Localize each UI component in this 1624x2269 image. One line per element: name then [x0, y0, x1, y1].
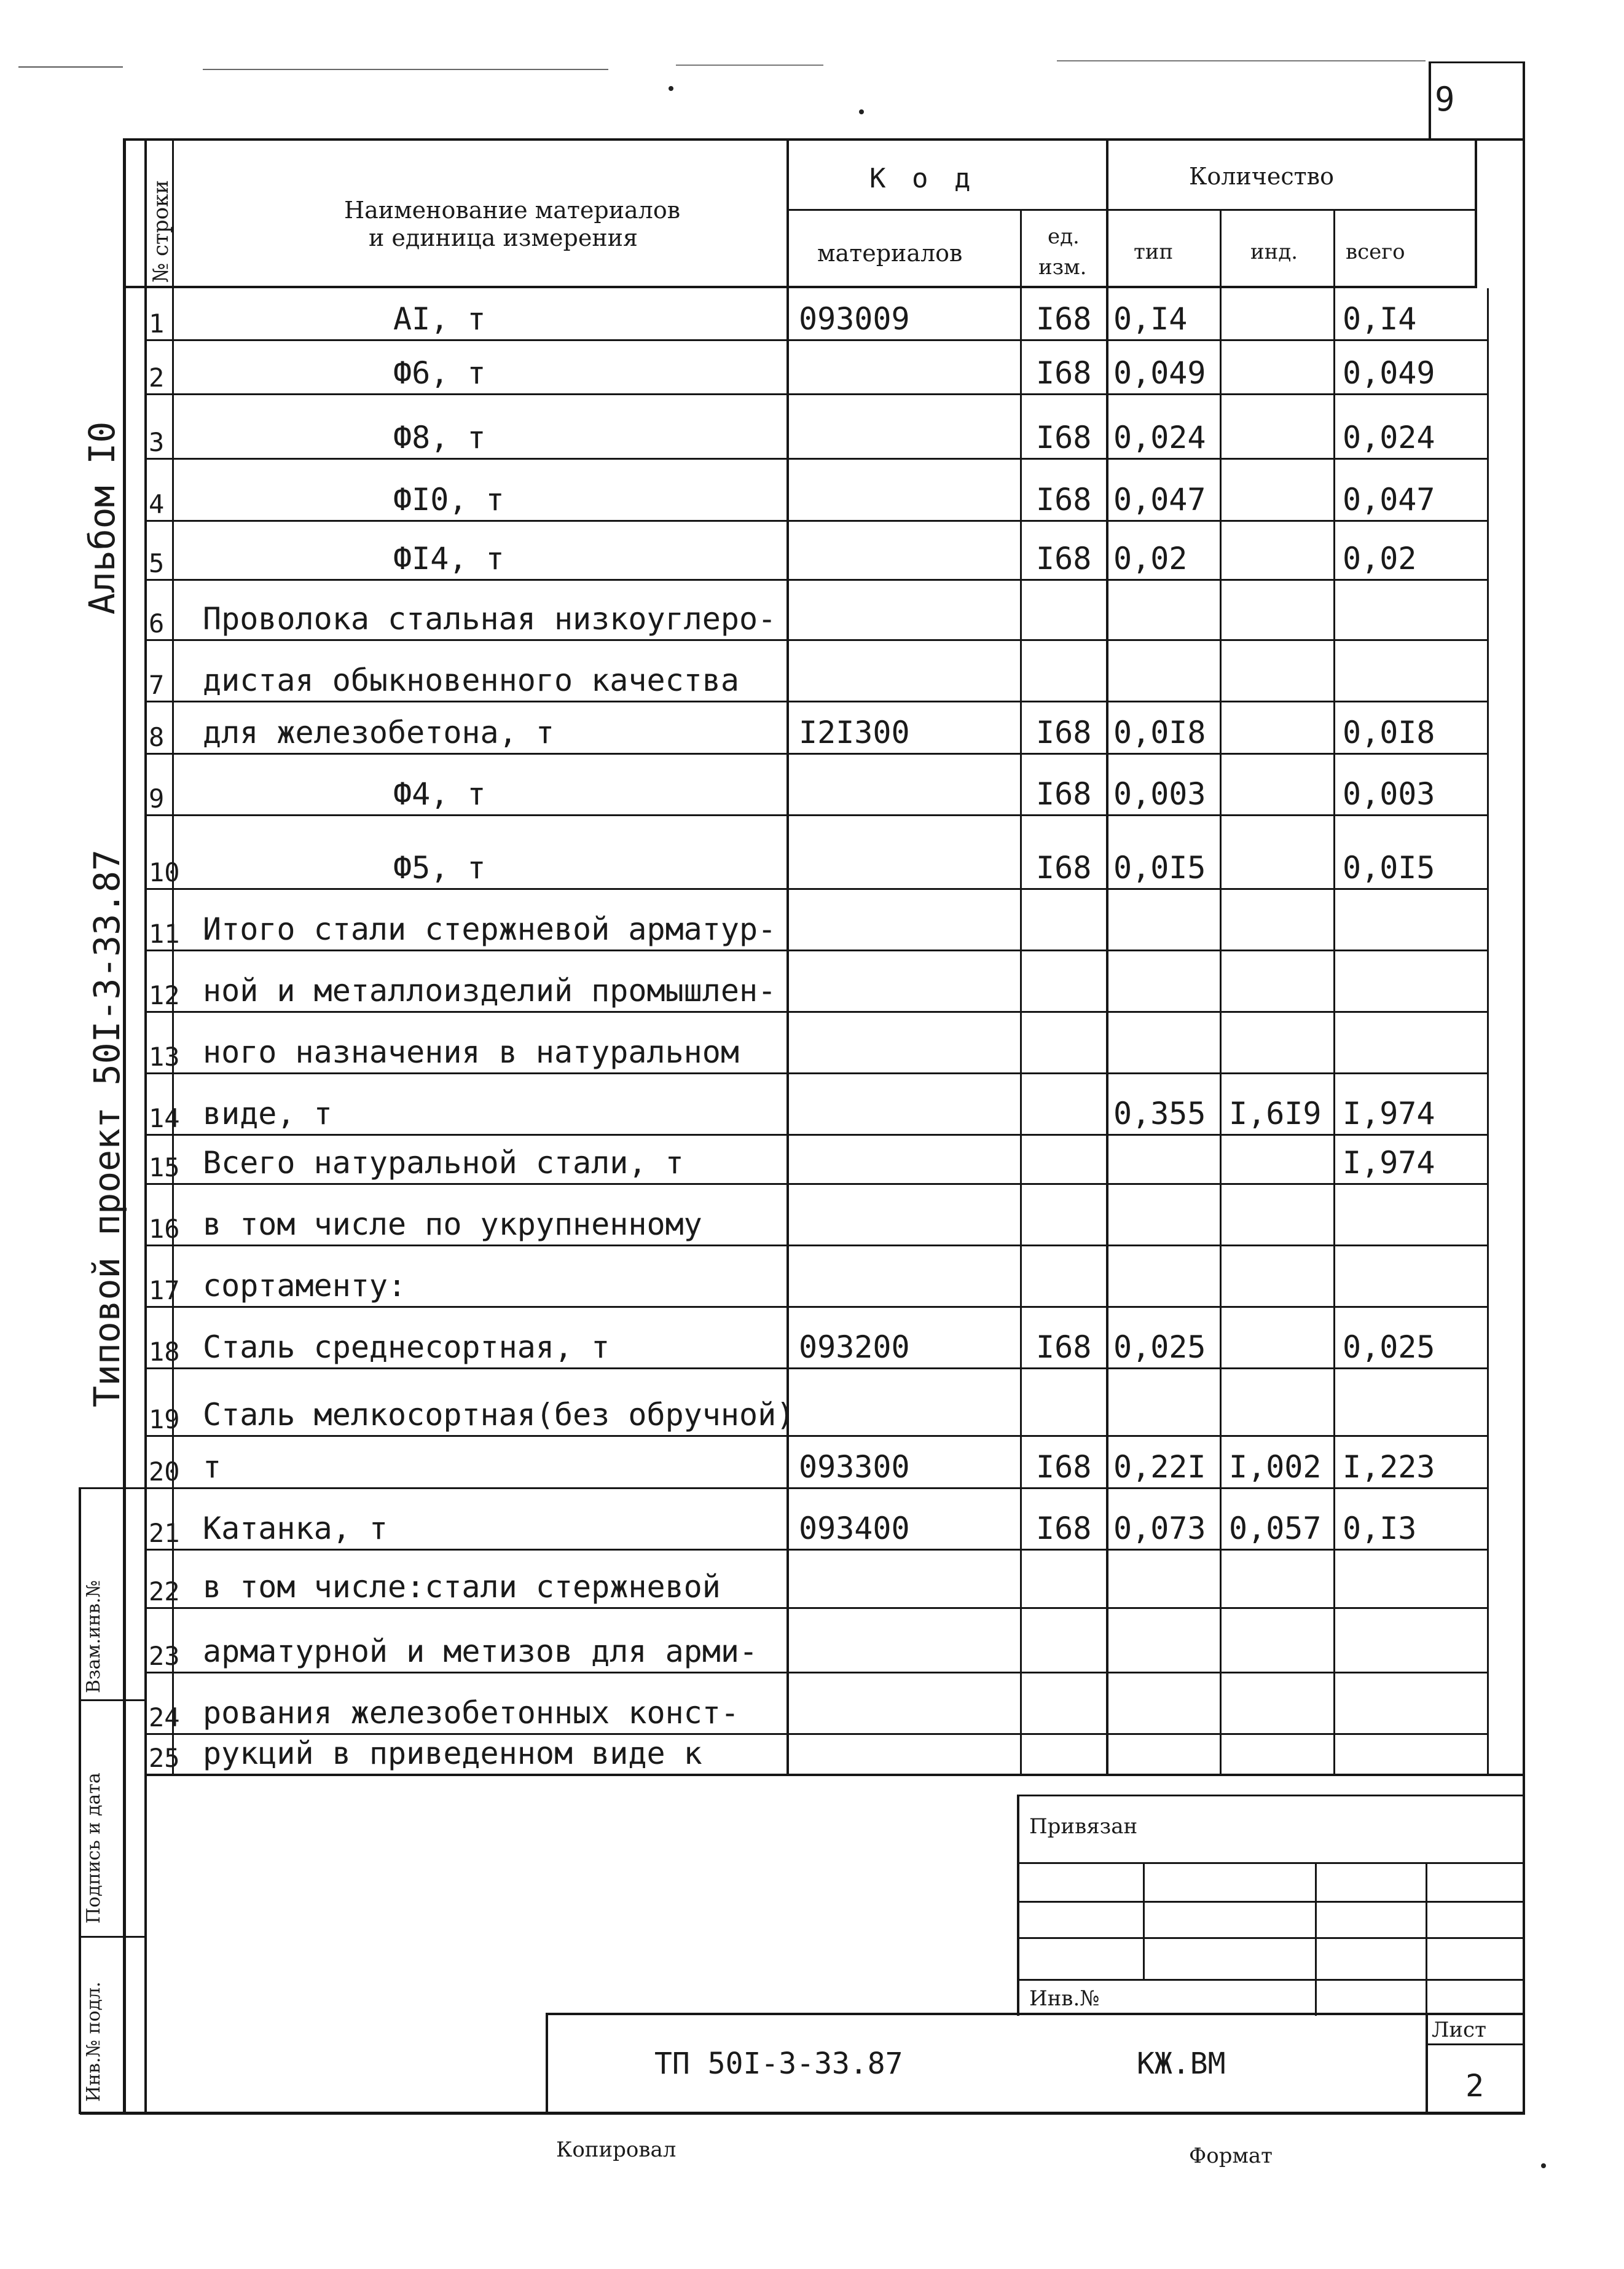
- sheet-number-box-top: [1429, 61, 1524, 63]
- row-qty-total: 0,02: [1343, 541, 1417, 576]
- table-row: [0, 1487, 1624, 1549]
- row-name: Итого стали стержневой арматур-: [203, 911, 777, 947]
- row-number: 22: [149, 1576, 180, 1606]
- header-right-line: [1475, 138, 1477, 288]
- stamp-tied-left: [1017, 1795, 1019, 2016]
- album-label: Альбом I0: [81, 421, 123, 615]
- row-qty-total: 0,I3: [1343, 1511, 1417, 1546]
- table-row: [0, 1672, 1624, 1733]
- margin-inv-label: Взам.инв.№: [83, 1580, 104, 1693]
- project-label: Типовой проект 50I-3-33.87: [86, 849, 128, 1407]
- stamp-sheet-value: 2: [1465, 2068, 1485, 2104]
- frame-top: [123, 138, 1525, 141]
- row-name: Катанка, т: [203, 1511, 388, 1546]
- row-qty-total: I,223: [1343, 1449, 1435, 1485]
- row-number: 9: [149, 784, 165, 814]
- row-name: рования железобетонных конст-: [203, 1695, 739, 1731]
- row-qty-type: 0,047: [1113, 482, 1206, 517]
- row-qty-type: 0,0I8: [1113, 715, 1206, 750]
- row-number: 14: [149, 1103, 180, 1133]
- stamp-tied-label: Привязан: [1029, 1814, 1138, 1839]
- stamp-main-left: [546, 2013, 548, 2114]
- stamp-grid-h2: [1017, 1901, 1525, 1903]
- row-name: ФI0, т: [393, 482, 504, 517]
- row-number: 20: [149, 1457, 180, 1487]
- row-qty-total: I,974: [1343, 1096, 1435, 1131]
- row-name: дистая обыкновенного качества: [203, 663, 739, 698]
- row-number: 10: [149, 857, 180, 887]
- qty-ind-header: инд.: [1250, 240, 1298, 264]
- row-qty-total: 0,049: [1343, 355, 1435, 391]
- row-qty-type: 0,02: [1113, 541, 1188, 576]
- table-row: [0, 579, 1624, 639]
- quantity-header: Количество: [1189, 163, 1334, 190]
- name-header-line2: и единица измерения: [369, 224, 638, 251]
- row-qty-ind: I,6I9: [1229, 1096, 1322, 1131]
- row-qty-total: 0,025: [1343, 1329, 1435, 1365]
- table-row: [0, 639, 1624, 701]
- table-row: [0, 1607, 1624, 1672]
- row-qty-ind: 0,057: [1229, 1511, 1322, 1546]
- row-number: 3: [149, 427, 165, 457]
- row-name: ной и металлоизделий промышлен-: [203, 973, 777, 1009]
- scan-mark-1: [18, 66, 123, 68]
- stamp-inv-label: Инв.№: [1029, 1986, 1100, 2011]
- row-unit: I68: [1036, 482, 1092, 517]
- row-qty-type: 0,22I: [1113, 1449, 1206, 1485]
- row-qty-total: 0,003: [1343, 776, 1435, 812]
- table-row: [0, 1245, 1624, 1306]
- row-name: ФI4, т: [393, 541, 504, 576]
- code-unit-header-1: ед.: [1048, 224, 1080, 249]
- row-number: 11: [149, 919, 180, 949]
- row-name: Ф8, т: [393, 420, 486, 455]
- stamp-designation: ТП 50I-3-33.87: [654, 2047, 903, 2081]
- table-row: [0, 1072, 1624, 1134]
- qty-total-header: всего: [1346, 240, 1405, 264]
- margin-sign-label: Подпись и дата: [83, 1772, 104, 1924]
- table-row: [0, 753, 1624, 814]
- row-qty-type: 0,049: [1113, 355, 1206, 391]
- row-number: 5: [149, 548, 165, 578]
- row-qty-type: 0,0I5: [1113, 850, 1206, 886]
- table-row: [0, 458, 1624, 520]
- table-row: [0, 888, 1624, 950]
- stamp-sheet-label: Лист: [1432, 2018, 1486, 2042]
- row-name: арматурной и метизов для арми-: [203, 1634, 758, 1669]
- row-number: 1: [149, 309, 165, 339]
- row-unit: I68: [1036, 850, 1092, 886]
- row-name: AI, т: [393, 301, 486, 337]
- row-code: I2I300: [799, 715, 910, 750]
- row-name: рукций в приведенном виде к: [203, 1736, 702, 1771]
- table-row: [0, 1549, 1624, 1607]
- row-number: 4: [149, 489, 165, 519]
- row-number: 17: [149, 1275, 180, 1305]
- stamp-sheet-divider: [1426, 2043, 1525, 2045]
- table-row: [0, 950, 1624, 1011]
- row-number: 7: [149, 670, 165, 700]
- row-qty-type: 0,355: [1113, 1096, 1206, 1131]
- row-qty-total: 0,024: [1343, 420, 1435, 455]
- row-name: Ф6, т: [393, 355, 486, 391]
- name-header-line1: Наименование материалов: [344, 197, 681, 224]
- table-row: [0, 288, 1624, 339]
- stamp-grid-h3: [1017, 1937, 1525, 1939]
- row-qty-total: 0,0I8: [1343, 715, 1435, 750]
- frame-bottom: [80, 2112, 1525, 2115]
- row-name: в том числе по укрупненному: [203, 1206, 702, 1242]
- row-qty-total: 0,047: [1343, 482, 1435, 517]
- row-number: 19: [149, 1404, 180, 1434]
- row-unit: I68: [1036, 301, 1092, 337]
- row-unit: I68: [1036, 420, 1092, 455]
- table-row: [0, 1435, 1624, 1487]
- row-code: 093400: [799, 1511, 910, 1546]
- row-number: 21: [149, 1518, 180, 1548]
- code-header: К о д: [869, 163, 976, 194]
- row-code: 093200: [799, 1329, 910, 1365]
- row-name: Проволока стальная низкоуглеро-: [203, 601, 777, 637]
- row-qty-type: 0,I4: [1113, 301, 1188, 337]
- row-number: 25: [149, 1743, 180, 1773]
- row-name: сортаменту:: [203, 1268, 407, 1304]
- table-row: [0, 1011, 1624, 1072]
- row-qty-type: 0,025: [1113, 1329, 1206, 1365]
- sheet-number: 9: [1435, 80, 1455, 119]
- row-name: виде, т: [203, 1096, 332, 1131]
- table-row: [0, 1367, 1624, 1435]
- table-row: [0, 339, 1624, 393]
- row-name: в том числе:стали стержневой: [203, 1569, 721, 1605]
- row-qty-total: 0,0I5: [1343, 850, 1435, 886]
- row-qty-type: 0,003: [1113, 776, 1206, 812]
- row-code: 093009: [799, 301, 910, 337]
- table-bottom-line: [144, 1774, 1525, 1776]
- row-name: Ф4, т: [393, 776, 486, 812]
- footer-copied-label: Копировал: [556, 2137, 677, 2162]
- table-row: [0, 1306, 1624, 1367]
- table-row: [0, 1733, 1624, 1774]
- row-qty-total: I,974: [1343, 1145, 1435, 1181]
- row-number-header: № строки: [149, 180, 173, 283]
- table-row: [0, 1134, 1624, 1183]
- table-row: [0, 520, 1624, 579]
- table-row: [0, 393, 1624, 458]
- scan-dot-2: [859, 109, 864, 114]
- stamp-grid-v3: [1426, 1862, 1427, 2016]
- row-number: 16: [149, 1214, 180, 1244]
- row-number: 13: [149, 1042, 180, 1072]
- row-name: Сталь среднесортная, т: [203, 1329, 610, 1365]
- row-name: ного назначения в натуральном: [203, 1034, 739, 1070]
- stamp-tied-top: [1017, 1795, 1525, 1796]
- row-number: 2: [149, 363, 165, 393]
- code-unit-header-2: изм.: [1038, 255, 1087, 280]
- qty-type-header: тип: [1134, 240, 1174, 264]
- code-materials-header: материалов: [817, 240, 963, 267]
- scan-mark-3: [676, 65, 823, 66]
- row-unit: I68: [1036, 541, 1092, 576]
- margin-block-divider-2: [79, 1936, 146, 1938]
- sheet-number-box-left: [1429, 61, 1431, 138]
- row-name: Сталь мелкосортная(без обручной): [203, 1397, 795, 1433]
- row-unit: I68: [1036, 1449, 1092, 1485]
- table-row: [0, 814, 1624, 888]
- stamp-grid-v1: [1143, 1862, 1145, 1979]
- row-qty-ind: I,002: [1229, 1449, 1322, 1485]
- row-qty-type: 0,024: [1113, 420, 1206, 455]
- stamp-mark: КЖ.ВМ: [1137, 2047, 1226, 2081]
- row-number: 12: [149, 980, 180, 1010]
- row-qty-total: 0,I4: [1343, 301, 1417, 337]
- stamp-grid-h4: [1017, 1979, 1525, 1981]
- row-name: Ф5, т: [393, 850, 486, 886]
- row-unit: I68: [1036, 1511, 1092, 1546]
- stamp-grid-h1: [1017, 1862, 1525, 1864]
- stamp-grid-v2: [1315, 1862, 1317, 2016]
- scan-dot-3: [1541, 2163, 1546, 2168]
- row-name: для железобетона, т: [203, 715, 554, 750]
- row-number: 8: [149, 722, 165, 752]
- row-unit: I68: [1036, 715, 1092, 750]
- row-unit: I68: [1036, 355, 1092, 391]
- row-name: т: [203, 1449, 222, 1485]
- stamp-main-top: [547, 2013, 1525, 2015]
- margin-inv-orig-label: Инв.№ подл.: [83, 1981, 104, 2102]
- row-unit: I68: [1036, 1329, 1092, 1365]
- scan-mark-2: [203, 69, 608, 70]
- stamp-sheet-left: [1426, 2013, 1428, 2114]
- row-qty-type: 0,073: [1113, 1511, 1206, 1546]
- row-unit: I68: [1036, 776, 1092, 812]
- row-number: 15: [149, 1152, 180, 1182]
- row-number: 24: [149, 1702, 180, 1732]
- header-mid-line: [787, 209, 1475, 211]
- table-row: [0, 701, 1624, 753]
- scan-dot-1: [669, 86, 673, 91]
- scan-mark-4: [1057, 60, 1426, 61]
- footer-format-label: Формат: [1189, 2144, 1273, 2168]
- row-code: 093300: [799, 1449, 910, 1485]
- row-number: 23: [149, 1641, 180, 1671]
- table-row: [0, 1183, 1624, 1245]
- row-number: 6: [149, 608, 165, 639]
- row-number: 18: [149, 1337, 180, 1367]
- row-name: Всего натуральной стали, т: [203, 1145, 684, 1181]
